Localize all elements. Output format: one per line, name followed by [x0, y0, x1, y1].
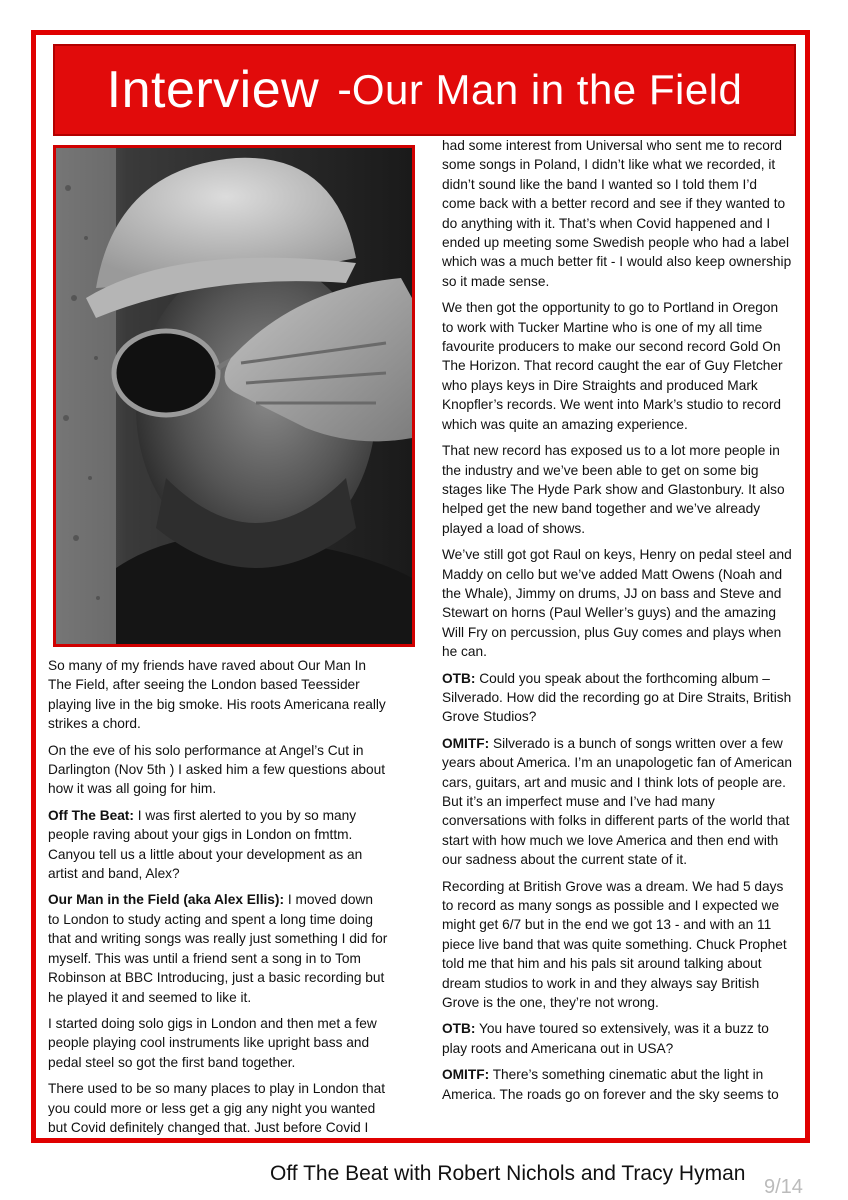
paragraph-text: On the eve of his solo performance at Angel’s Cut in Darlington (Nov 5th ) I asked him a few questions about how it was all going for him. — [48, 742, 386, 797]
article-column-left — [48, 656, 388, 1136]
article-column-right — [442, 136, 792, 1148]
paragraph — [48, 656, 388, 734]
paragraph-text: Recording at British Grove was a dream. We had 5 days to record as many songs as possible and I expected we might get 6/7 but in the end we got 13 - and with an 11 piece live band that was quite something. Chuck Prophet told me that him and his pals sit around talking about dream studios to work in and they always say British Grove is the one, they’re not wrong. — [442, 878, 787, 1011]
paragraph-text: So many of my friends have raved about Our Man In The Field, after seeing the London based Teessider playing live in the big smoke. His roots Americana really strikes a chord. — [48, 658, 386, 732]
portrait-photo-icon — [56, 148, 412, 644]
paragraph — [442, 441, 792, 538]
paragraph-text: had some interest from Universal who sent me to record some songs in Poland, I didn’t like what we recorded, it didn’t sound like the band I wanted so I told them I’d come back with a better record and see if they wanted to do anything with it. That’s when Covid happened and I ended up meeting some Swedish people who had a label which was a much better fit - I would also keep ownership so it made sense. — [442, 138, 792, 289]
paragraph — [48, 890, 388, 1006]
page-title: Interview — [106, 61, 320, 119]
paragraph — [442, 1065, 792, 1104]
page-subtitle: Our Man in the Field — [351, 66, 743, 113]
paragraph-text: I moved down to London to study acting and spent a long time doing that and writing songs was really just something I did for myself. This was until a friend sent a song in to Tom Robinson at BBC Introducing, just a basic recording but he played it and seemed to like it. — [48, 892, 388, 1005]
paragraph — [48, 1079, 388, 1136]
paragraph — [48, 806, 388, 884]
paragraph-text: We then got the opportunity to go to Portland in Oregon to work with Tucker Martine who is one of my all time favourite producers to make our second record Gold On The Horizon. That record caught the ear of Guy Fletcher who plays keys in Dire Straights and produced Mark Knopfler’s records. We went into Mark’s studio to record which was quite an amazing experience. — [442, 300, 783, 432]
paragraph-text: Silverado is a bunch of songs written over a few years about America. I’m an unapologetic fan of American cars, guitars, art and music and I think lots of people are. But it’s an imperfect muse and I’ve had many conversations with folks in different parts of the world that start with how much we love America and then end with our sadness about the current state of it. — [442, 735, 792, 868]
paragraph-text: You have toured so extensively, was it a buzz to play roots and Americana out in USA? — [442, 1021, 769, 1056]
paragraph — [442, 298, 792, 434]
paragraph — [48, 741, 388, 799]
paragraph — [442, 734, 792, 870]
paragraph — [48, 1014, 388, 1072]
paragraph — [442, 545, 792, 661]
speaker-label: OTB: — [442, 670, 476, 686]
portrait-photo — [53, 145, 415, 647]
paragraph — [442, 136, 792, 291]
title-banner — [53, 44, 796, 136]
speaker-label: OTB: — [442, 1021, 476, 1037]
paragraph — [442, 1019, 792, 1058]
speaker-label: OMITF: — [442, 735, 490, 751]
paragraph-text: I started doing solo gigs in London and then met a few people playing cool instruments like upright bass and pedal steel so got the first band together. — [48, 1015, 377, 1070]
paragraph — [442, 669, 792, 727]
title-separator: - — [337, 65, 352, 114]
paragraph-text: Could you speak about the forthcoming album – Silverado. How did the recording go at Dire Straits, British Grove Studios? — [442, 670, 792, 725]
paragraph-text: There’s something cinematic abut the light in America. The roads go on forever and the sky seems to — [442, 1067, 779, 1102]
speaker-label: Our Man in the Field (aka Alex Ellis): — [48, 892, 285, 908]
page-number: 9/14 — [764, 1176, 803, 1198]
paragraph-text: I was first alerted to you by so many people raving about your gigs in London on fmttm. Canyou tell us a little about your development as an artist and band, Alex? — [48, 807, 363, 882]
paragraph-text: There used to be so many places to play in London that you could more or less get a gig any night you wanted but Covid definitely changed that. Just before Covid I — [48, 1081, 386, 1135]
paragraph-text: We’ve still got got Raul on keys, Henry on pedal steel and Maddy on cello but we’ve added Matt Owens (Noah and the Whale), Jimmy on drums, JJ on bass and Steve and Stewart on horns (Paul Weller’s guys) and the amazing Will Fry on percussion, plus Guy comes and plays when he can. — [442, 547, 792, 660]
speaker-label: Off The Beat: — [48, 807, 134, 823]
footer-byline: Off The Beat with Robert Nichols and Tracy Hyman — [270, 1162, 746, 1185]
speaker-label: OMITF: — [442, 1067, 490, 1083]
paragraph — [442, 877, 792, 1013]
paragraph-text: That new record has exposed us to a lot more people in the industry and we’ve been able to get on some big stages like The Hyde Park show and Glastonbury. It also helped get the new band together and we’ve already played a load of shows. — [442, 443, 785, 536]
